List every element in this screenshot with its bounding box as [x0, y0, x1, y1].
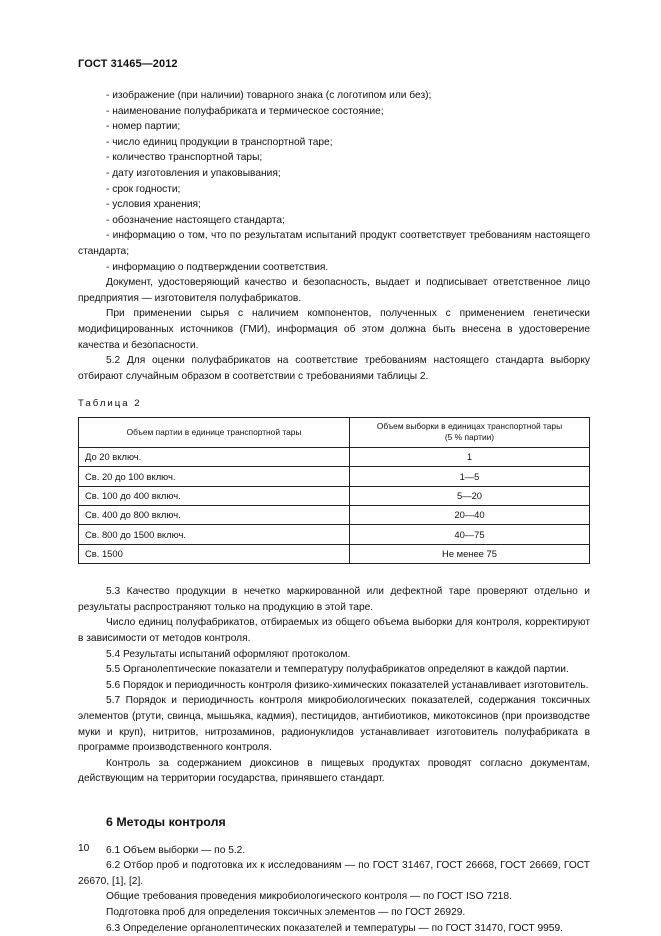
- cell-lot: До 20 включ.: [79, 447, 350, 466]
- cell-sample: Не менее 75: [350, 544, 590, 563]
- cell-sample: 20—40: [350, 506, 590, 525]
- list-item: - количество транспортной тары;: [78, 150, 590, 166]
- column-header-line: Объем выборки в единицах транспортной тары: [377, 421, 562, 431]
- table-row: [79, 447, 590, 466]
- list-item: - наименование полуфабриката и термическое состояние;: [78, 104, 590, 120]
- paragraph: 6.1 Объем выборки — по 5.2.: [78, 843, 590, 859]
- table-row: [79, 544, 590, 563]
- paragraph: 5.4 Результаты испытаний оформляют протоколом.: [78, 647, 590, 663]
- cell-lot: Св. 20 до 100 включ.: [79, 467, 350, 486]
- table-row: [79, 486, 590, 505]
- table-row: [79, 525, 590, 544]
- cell-sample: 1—5: [350, 467, 590, 486]
- cell-sample: 1: [350, 447, 590, 466]
- list-item: - условия хранения;: [78, 197, 590, 213]
- list-item: - информацию о том, что по результатам испытаний продукт соответствует требованиям настоящего стандарта;: [78, 228, 590, 259]
- column-header-sample-size: [350, 417, 590, 447]
- table-caption: Таблица 2: [78, 396, 590, 412]
- section-heading: 6 Методы контроля: [106, 815, 590, 831]
- cell-sample: 5—20: [350, 486, 590, 505]
- paragraph: 5.2 Для оценки полуфабрикатов на соответствие требованиям настоящего стандарта выборку отбирают случайным образом в соответствии с требованиями таблицы 2.: [78, 353, 590, 384]
- list-item: - номер партии;: [78, 119, 590, 135]
- paragraph: Документ, удостоверяющий качество и безопасность, выдает и подписывает ответственное лицо предприятия — изготовителя полуфабрикатов.: [78, 275, 590, 306]
- paragraph: Общие требования проведения микробиологического контроля — по ГОСТ ISO 7218.: [78, 889, 590, 905]
- list-item: - срок годности;: [78, 182, 590, 198]
- paragraph: 5.5 Органолептические показатели и температуру полуфабрикатов определяют в каждой партии.: [78, 662, 590, 678]
- paragraph: 5.6 Порядок и периодичность контроля физико-химических показателей устанавливает изготовитель.: [78, 678, 590, 694]
- document-body: [78, 88, 590, 936]
- list-item: - информацию о подтверждении соответствия.: [78, 260, 590, 276]
- list-item: - число единиц продукции в транспортной таре;: [78, 135, 590, 151]
- cell-sample: 40—75: [350, 525, 590, 544]
- table-row: [79, 506, 590, 525]
- cell-lot: Св. 1500: [79, 544, 350, 563]
- list-item: - изображение (при наличии) товарного знака (с логотипом или без);: [78, 88, 590, 104]
- paragraph: 5.7 Порядок и периодичность контроля микробиологических показателей, содержания токсичных элементов (ртути, свинца, мышьяка, кадмия), пестицидов, антибиотиков, микотоксинов (при производстве муки и круп), нитритов, нитрозаминов, радионуклидов устанавливает изготовитель полуфабриката в программе производственного контроля.: [78, 693, 590, 755]
- list-item: - дату изготовления и упаковывания;: [78, 166, 590, 182]
- page-number: 10: [78, 843, 89, 854]
- paragraph: Число единиц полуфабрикатов, отбираемых из общего объема выборки для контроля, корректируют в зависимости от методов контроля.: [78, 615, 590, 646]
- cell-lot: Св. 400 до 800 включ.: [79, 506, 350, 525]
- list-item: - обозначение настоящего стандарта;: [78, 213, 590, 229]
- paragraph: 6.2 Отбор проб и подготовка их к исследованиям — по ГОСТ 31467, ГОСТ 26668, ГОСТ 26669, ГОСТ 26670, [1], [2].: [78, 858, 590, 889]
- paragraph: Подготовка проб для определения токсичных элементов — по ГОСТ 26929.: [78, 905, 590, 921]
- paragraph: 5.3 Качество продукции в нечетко маркированной или дефектной таре проверяют отдельно и результаты распространяют только на продукцию в этой таре.: [78, 584, 590, 615]
- table-row: [79, 467, 590, 486]
- paragraph: Контроль за содержанием диоксинов в пищевых продуктах проводят согласно документам, действующим на территории государства, принявшего стандарт.: [78, 756, 590, 787]
- column-header-line: (5 % партии): [445, 432, 494, 442]
- sampling-table: [78, 417, 590, 564]
- paragraph: При применении сырья с наличием компонентов, полученных с применением генетически модифицированных источников (ГМИ), информация об этом должна быть внесена в удостоверение качества и безопасности.: [78, 306, 590, 353]
- cell-lot: Св. 800 до 1500 включ.: [79, 525, 350, 544]
- cell-lot: Св. 100 до 400 включ.: [79, 486, 350, 505]
- paragraph: 6.3 Определение органолептических показателей и температуры — по ГОСТ 31470, ГОСТ 9959.: [78, 921, 590, 936]
- table-header-row: [79, 417, 590, 447]
- column-header-lot-size: Объем партии в единице транспортной тары: [79, 417, 350, 447]
- document-header: ГОСТ 31465—2012: [78, 58, 178, 70]
